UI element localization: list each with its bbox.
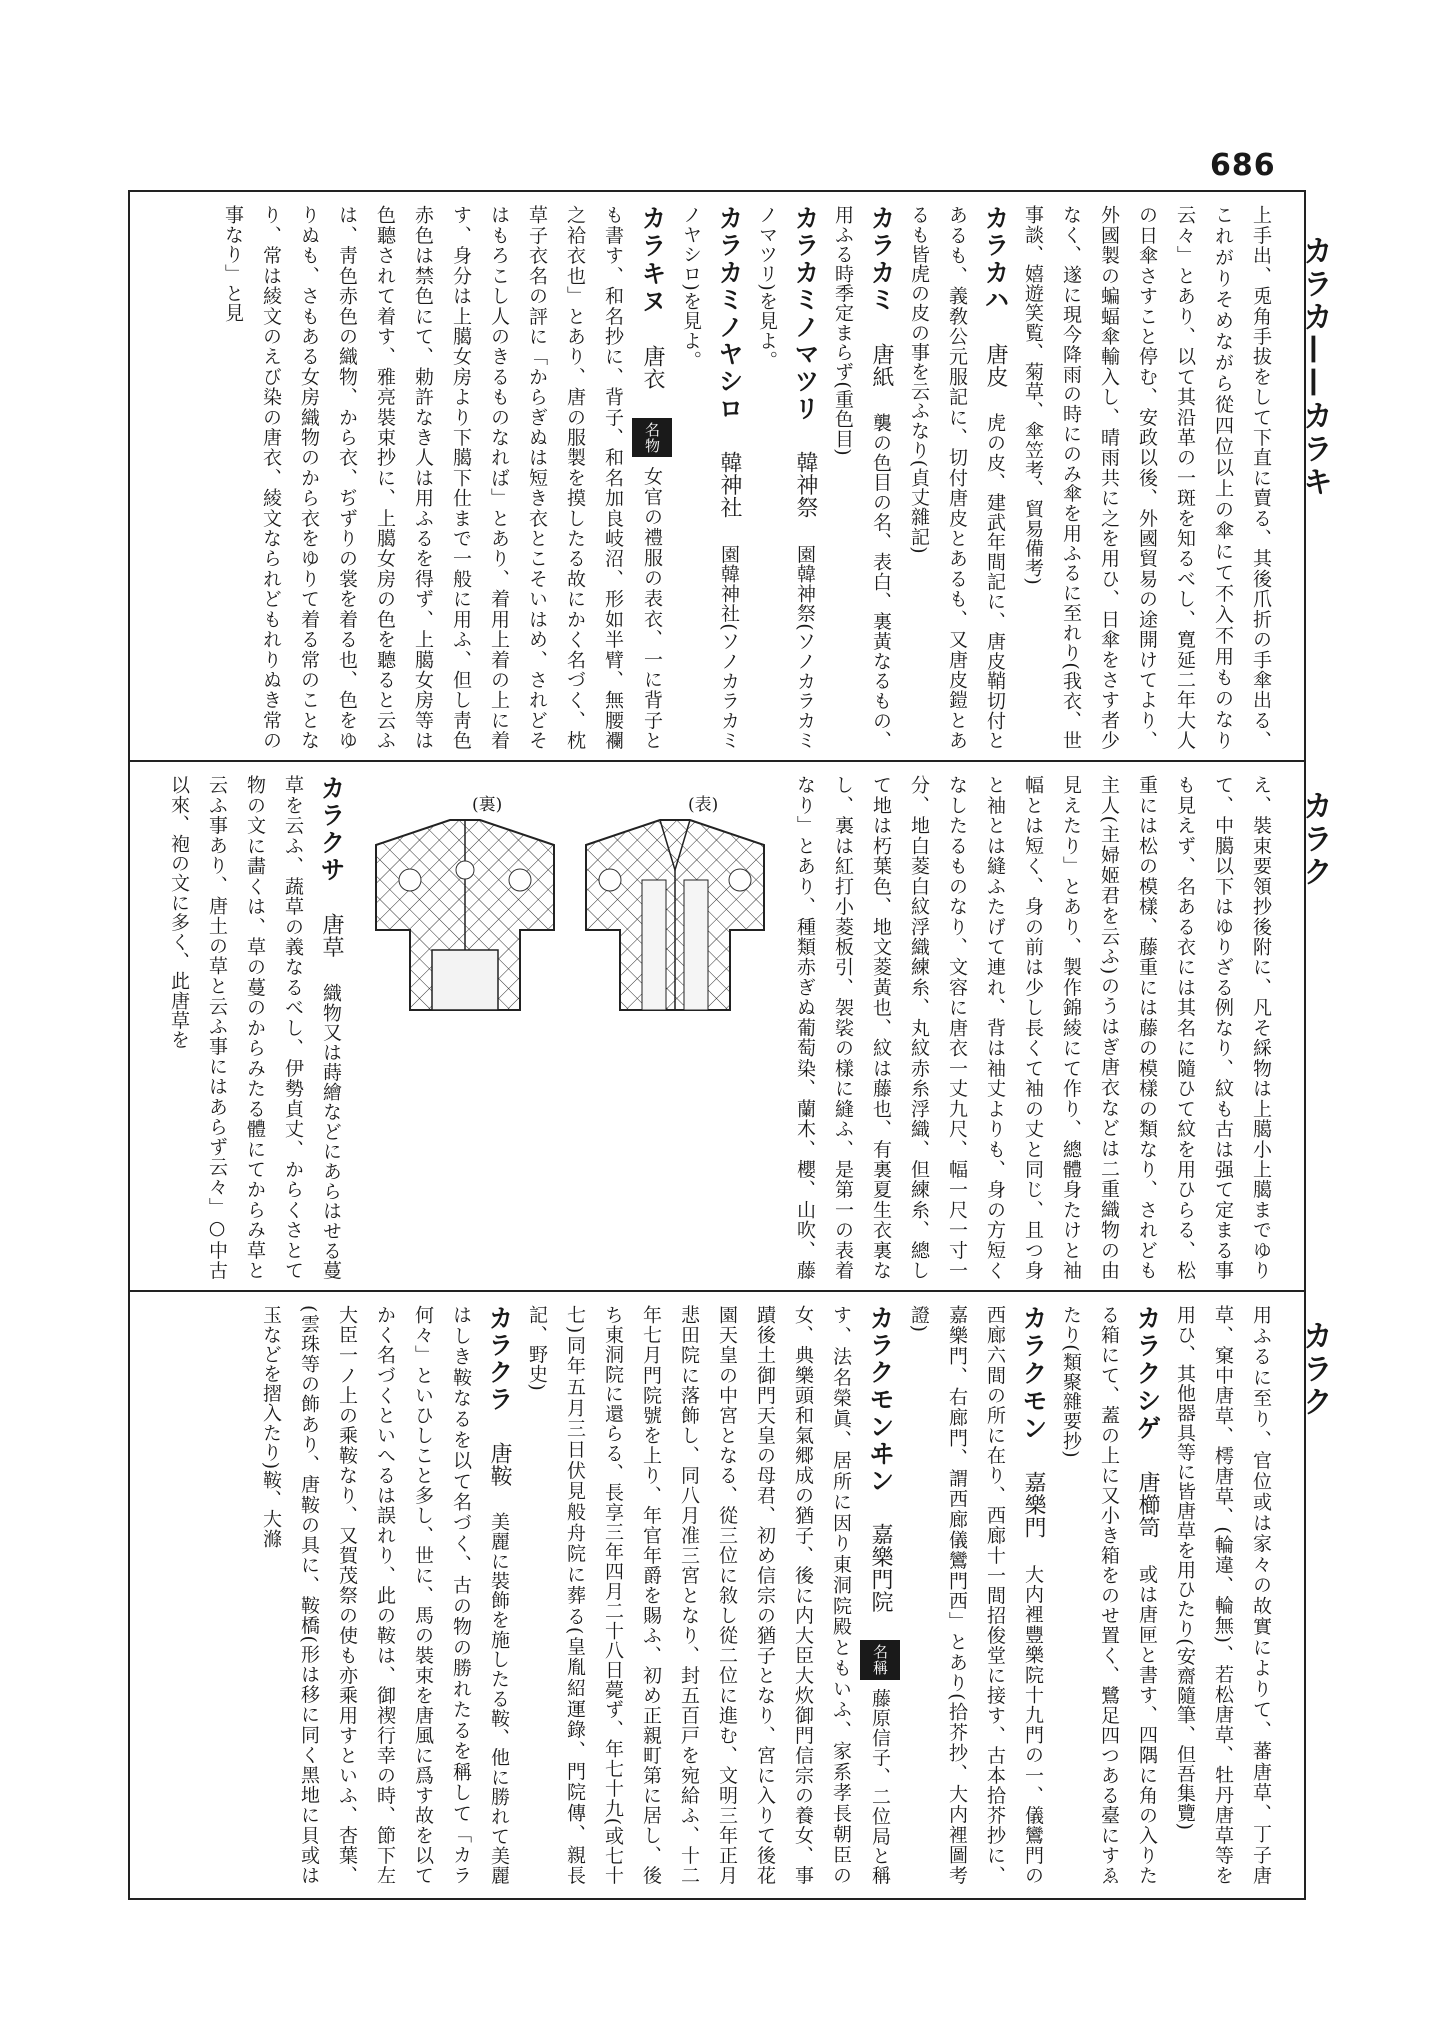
entry-headword: カラカハ [981, 205, 1010, 314]
category-badge: 名稱 [860, 1640, 900, 1679]
entry-kanji: 唐櫛笥 [1135, 1471, 1160, 1540]
entry-body: 織物又は蒔繪などにあらはせる蔓草を云ふ、蔬草の義なるべし、伊勢貞丈、からくさとて物の文に畵くは、草の蔓のからみたる體にてからみ草と云ふ事あり、唐土の草と云ふ事にはあらず云々」○中古以來、袍の文に多く、此唐草を [168, 775, 342, 1280]
entry-kanji: 唐紙 [869, 342, 894, 389]
entry-kanji: 韓神社 [717, 451, 742, 520]
entry-karakumon-in [518, 1305, 900, 1885]
guide-word-band3: カラク [1297, 1320, 1332, 1419]
entry-body: 藤原信子、二位局と稱す、法名榮眞、居所に因り東洞院殿ともいふ、家系孝長朝臣の女、典樂頭和氣郷成の猶子、後に内大臣大炊御門信宗の養女、事蹟後土御門天皇の母君、初め信宗の猶子となり、宮に入りて後花園天皇の中宮となる、從三位に敘し從二位に進む、文明三年正月悲田院に落飾し、同八月准三宮となり、封五百戸を宛給ふ、十二年七月門院號を上り、年官年爵を賜ふ、初め正親町第に居し、後ち東洞院に還らる、長享三年四月二十八日薨ず、年七十九(或七十七)同年五月三日伏見般舟院に葬る(皇胤紹運錄、門院傳、親長記、野史) [526, 1305, 891, 1885]
entry-karakami-no-matsuri [748, 205, 824, 750]
entry-headword: カラカミノヤシロ [715, 205, 744, 423]
caption-back: (裏) [472, 795, 503, 815]
entry-headword: カラキヌ [638, 205, 667, 316]
entry-body: 大内裡豐樂院十九門の一、儀鸞門の西廊六間の所に在り、西廊十一間招俊堂に接す、古本拾芥抄に、嘉樂門、右廊門、謂西廊儀鸞門西」とあり(拾芥抄、大内裡圖考證) [908, 1305, 1044, 1885]
entry-kanji: 嘉樂門院 [868, 1523, 893, 1614]
entry-body: 園韓神祭(ソノカラカミノマツリ)を見よ。 [756, 205, 816, 750]
entry-headword: カラカミノマツリ [791, 205, 820, 423]
caption-front: (表) [688, 795, 719, 815]
entry-headword: カラクモン [1019, 1305, 1048, 1443]
entry-headword: カラクモンヰン [866, 1305, 895, 1495]
entry-karakumon [900, 1305, 1052, 1885]
entry-karakami [824, 205, 900, 750]
entry-body: 園韓神社(ソノカラカミノヤシロ)を見よ。 [680, 205, 740, 750]
entry-karakura [252, 1305, 518, 1885]
entry-kanji: 唐草 [319, 912, 344, 958]
entry-headword: カラクシゲ [1133, 1305, 1162, 1443]
band1-column-text [140, 205, 1280, 750]
entry-karaginu [214, 205, 672, 750]
guide-word-band2: カラク [1297, 790, 1332, 889]
karaginu-drawing [370, 810, 770, 1040]
entry-kanji: 唐鞍 [487, 1441, 512, 1488]
entry-kanji: 唐衣 [640, 345, 665, 391]
entry-headword: カラカミ [867, 205, 896, 314]
guide-word-band1: カラカ——カラキ [1297, 235, 1332, 499]
band3-continuation: 用ふるに至り、官位或は家々の故實によりて、蕃唐草、丁子唐草、窠中唐草、樗唐草、(輪違、輪無)、若松唐草、牡丹唐草等を用ひ、其他器具等に皆唐草を用ひたり(安齋隨筆、但吾集覽) [1174, 1305, 1272, 1885]
entry-karakushige [1052, 1305, 1166, 1885]
entry-headword: カラクラ [485, 1305, 514, 1414]
entry-kanji: 韓神祭 [793, 451, 818, 520]
entry-body: 虎の皮、建武年間記に、唐皮鞘切付とあるも、義敎公元服記に、切付唐皮とあるも、又唐皮鎧とあるも皆虎の皮の事を云ふなり(貞丈雜記) [908, 205, 1006, 750]
page-number: 686 [1210, 148, 1276, 183]
band2-right-text [780, 775, 1280, 1280]
band1-continuation: 上手出、兎角手拔をして下直に賣る、其後爪折の手傘出る、これがりそめながら從四位以上の傘にて不入不用ものなり云々」とあり、以て其沿革の一斑を知るべし、寛延二年大人の日傘さすこと停む、安政以後、外國貿易の途開けてより、外國製の蝙蝠傘輸入し、晴雨共に之を用ひ、日傘をさす者少なく、遂に現今降雨の時にのみ傘を用ふるに至れり(我衣、世事談、嬉遊笑覧、菊草、傘笠考、貿易備考) [1022, 205, 1272, 750]
entry-body: 女官の禮服の表衣、一に背子とも書す、和名抄に、背子、和名加良岐沼、形如半臂、無腰襴之袷衣也」とあり、唐の服製を摸したる故にかく名づく、枕草子衣名の評に「からぎぬは短き衣とこそいはめ、されどそはもろこし人のきるものなれば」とあり、着用上着の上に着す、身分は上臈女房より下臈下仕まで一般に用ふ、但し靑色赤色は禁色にて、勅許なき人は用ふるを得ず、上臈女房等は色聽されて着す、雅亮裝束抄に、上臈女房の色を聽ると云ふは、靑色赤色の織物、から衣、ぢずりの裳を着る也、色をゆりぬも、さもある女房織物のから衣をゆりて着る常のことなり、常は綾文のえび染の唐衣、綾文なられどもれりぬき常の事なり」と見 [222, 205, 663, 750]
entry-body: 或は唐匣と書す、四隅に角の入りたる箱にて、蓋の上に又小き箱をのせ置く、鷺足四つある臺にすゑたり(類聚雜要抄) [1060, 1305, 1158, 1885]
entry-karakaha [900, 205, 1014, 750]
entry-kanji: 唐皮 [983, 342, 1008, 389]
band2-left-text [140, 775, 350, 1280]
band2-continuation: え、裝束要領抄後附に、凡そ綵物は上臈小上臈までゆりて、中臈以下はゆりざる例なり、紋も古は强て定まる事も見えず、名ある衣には其名に隨ひて紋を用ひらる、松重には松の模樣、藤重には藤の模樣の類なり、されども主人(主婦姬君を云ふ)のうはぎ唐衣などは二重織物の由見えたり」とあり、製作錦綾にて作り、總體身たけと袖幅とは短く、身の前は少し長くて袖の丈と同じ、且つ身と袖とは縫ふたげて連れ、背は袖丈よりも、身の方短くなしたるものなり、文容に唐衣一丈九尺、幅一尺一寸一分、地白菱白紋浮織練糸、丸紋赤糸浮織、但練糸、總して地は朽葉色、地文菱黃也、紋は藤也、有裏夏生衣裏なし、裏は紅打小菱板引、袈裟の樣に縫ふ、是第一の表着なり」とあり、種類赤ぎぬ葡萄染、蘭木、櫻、山吹、藤 [794, 775, 1272, 1280]
entry-karakusa [160, 775, 350, 1280]
entry-body: 美麗に裝飾を施したる鞍、他に勝れて美麗はしき鞍なるを以て名づく、古の物の勝れたるを稱して「カラ何々」といひしこと多し、世に、馬の裝束を唐風に爲す故を以てかく名づくといへるは誤れり、此の鞍は、御禊行幸の時、節下左大臣一ノ上の乘鞍なり、又賀茂祭の使も亦乘用すといふ、杏葉、(雲珠等の飾あり、唐鞍の具に、鞍橋(形は移に同く黑地に貝或は玉などを摺入たり)鞍、大滌 [260, 1305, 510, 1885]
entry-body: 襲の色目の名、表白、裏黃なるもの、用ふる時季定まらず(重色目) [832, 205, 892, 750]
band3-column-text [140, 1305, 1280, 1885]
category-badge: 名物 [632, 418, 672, 457]
band-divider-1 [128, 760, 1306, 762]
entry-kanji: 嘉樂門 [1021, 1471, 1046, 1540]
band-divider-2 [128, 1290, 1306, 1292]
karaginu-front-view [586, 820, 764, 1010]
karaginu-illustrations [370, 790, 770, 1020]
karaginu-back-view [376, 820, 554, 1010]
entry-headword: カラクサ [317, 775, 346, 884]
entry-karakami-no-yashiro [672, 205, 748, 750]
